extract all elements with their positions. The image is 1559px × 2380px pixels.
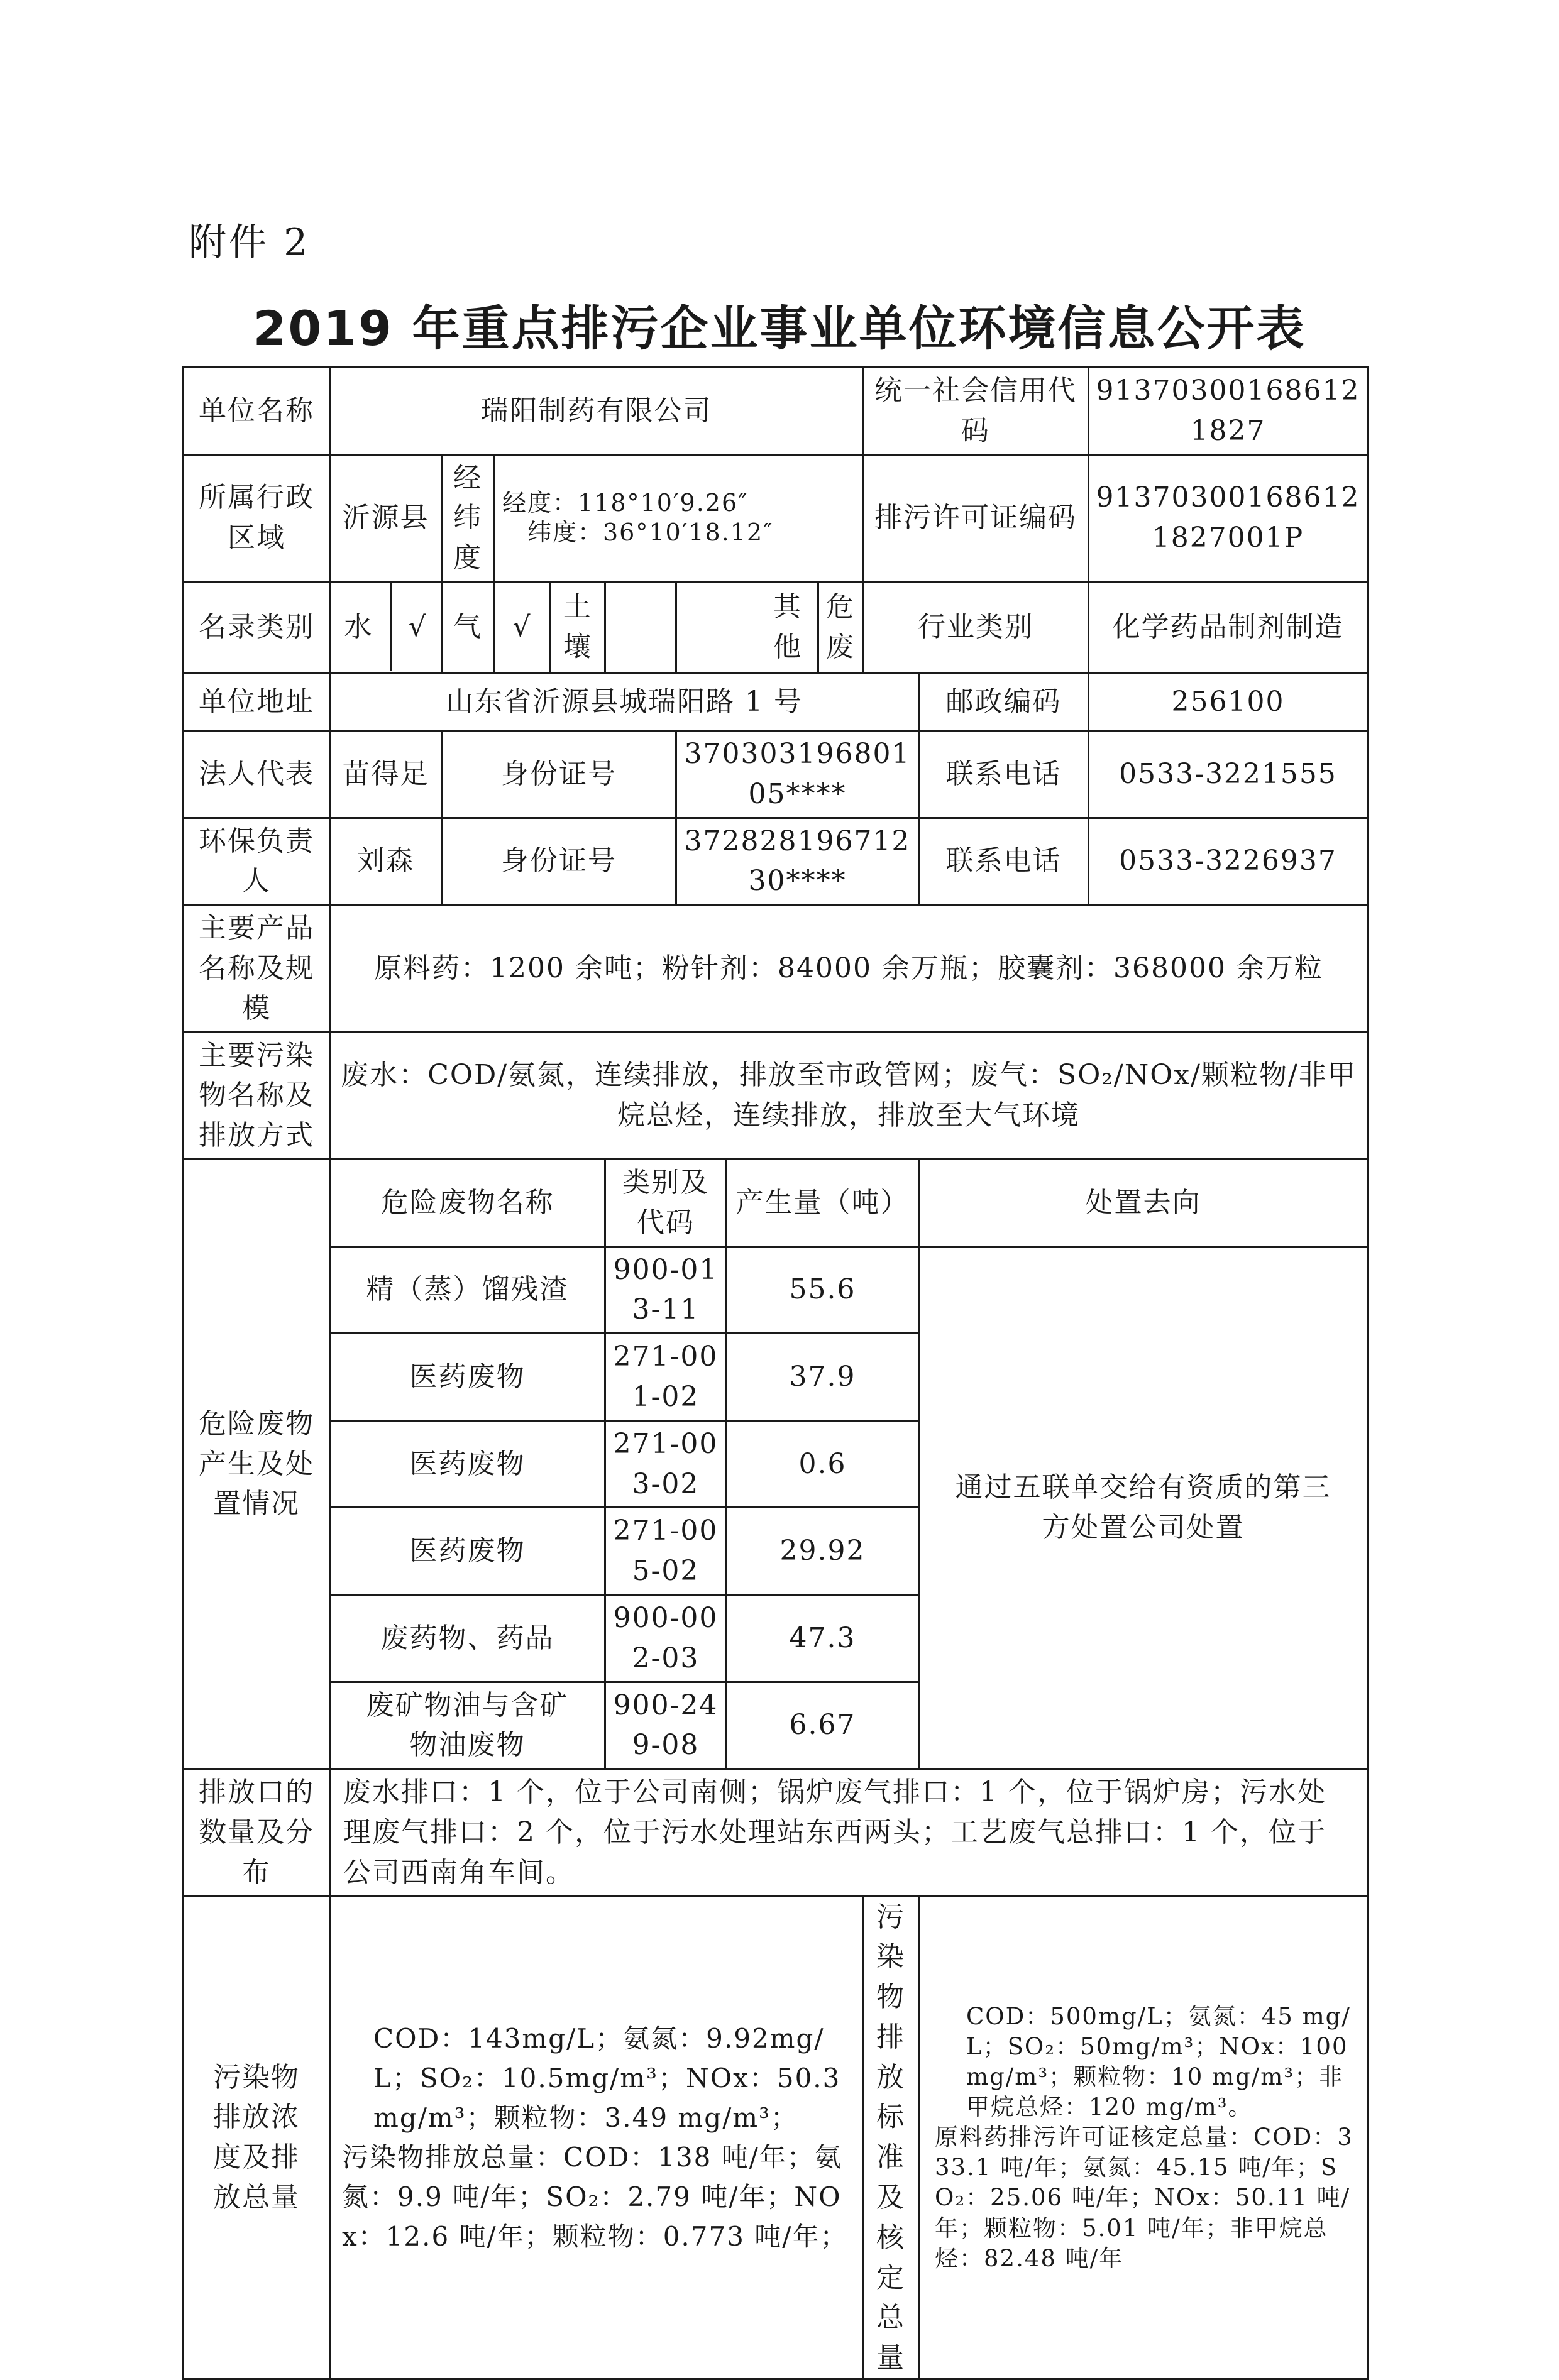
- emission-total: 污染物排放总量：COD：138 吨/年；氨氮：9.9 吨/年；SO₂：2.79 吨/年；NOx：12.6 吨/年；颗粒物：0.773 吨/年；: [342, 2142, 848, 2252]
- hazard-col-amount: 产生量（吨）: [727, 1159, 919, 1246]
- credit-code: 913703001686121827: [1089, 368, 1368, 455]
- unit-name-label: 单位名称: [184, 368, 330, 455]
- postal-label: 邮政编码: [919, 672, 1089, 730]
- legal-phone: 0533-3221555: [1089, 730, 1368, 818]
- hazard-header-row: [184, 1159, 1368, 1246]
- hazard-col-name: 危险废物名称: [330, 1159, 605, 1246]
- water-label: 水: [344, 611, 373, 644]
- hazard-code: 271-003-02: [605, 1420, 727, 1508]
- permit-code-label: 排污许可证编码: [863, 454, 1089, 581]
- lnglat-label: 经纬度: [442, 454, 494, 581]
- hazard-col-code: 类别及代码: [605, 1159, 727, 1246]
- env-id-label: 身份证号: [442, 818, 676, 905]
- standard-values: [919, 1896, 1368, 2379]
- hazard-amount: 47.3: [727, 1594, 919, 1682]
- hazard-name: 精（蒸）馏残渣: [330, 1246, 605, 1334]
- products-label: 主要产品名称及规模: [184, 905, 330, 1032]
- soil-label: 土壤: [551, 581, 605, 672]
- credit-code-label: 统一社会信用代码: [863, 368, 1089, 455]
- water-check-icon: √: [408, 611, 427, 644]
- longitude: 经度：118°10′9.26″: [502, 488, 749, 517]
- industry-label: 行业类别: [863, 581, 1089, 672]
- air-label: 气: [442, 581, 494, 672]
- hazard-name: 医药废物: [330, 1420, 605, 1508]
- emission-label: 污染物排放浓度及排放总量: [184, 1896, 330, 2379]
- hazard-name: 废矿物油与含矿物油废物: [330, 1682, 605, 1769]
- other-label: 其他: [773, 591, 801, 663]
- row-products: [184, 905, 1368, 1032]
- legal-label: 法人代表: [184, 730, 330, 818]
- table-row: [184, 1246, 1368, 1334]
- hazard-amount: 37.9: [727, 1334, 919, 1421]
- air-check-icon: √: [494, 581, 551, 672]
- latitude: 纬度：36°10′18.12″: [527, 518, 774, 547]
- hazard-code: 271-001-02: [605, 1334, 727, 1421]
- hazard-amount: 6.67: [727, 1682, 919, 1769]
- region-label: 所属行政区域: [184, 454, 330, 581]
- hazard-amount: 29.92: [727, 1508, 919, 1595]
- row-legal: [184, 730, 1368, 818]
- emission-concentration: COD：143mg/L；氨氮：9.92mg/L；SO₂：10.5mg/m³；NOx：50.3 mg/m³；颗粒物：3.49 mg/m³；: [373, 2023, 841, 2134]
- hazard-amount: 0.6: [727, 1420, 919, 1508]
- row-outlets: [184, 1769, 1368, 1896]
- row-env: [184, 818, 1368, 905]
- permit-code: 913703001686121827001P: [1089, 454, 1368, 581]
- outlets-label: 排放口的数量及分布: [184, 1769, 330, 1896]
- hazard-code: 900-002-03: [605, 1594, 727, 1682]
- industry-value: 化学药品制剂制造: [1089, 581, 1368, 672]
- row-region: [184, 454, 1368, 581]
- emission-values: [330, 1896, 863, 2379]
- env-label: 环保负责人: [184, 818, 330, 905]
- env-id: 37282819671230****: [676, 818, 919, 905]
- hazardous-label: 危险废物产生及处置情况: [184, 1159, 330, 1769]
- emission-standard: COD：500mg/L；氨氮：45 mg/L；SO₂：50mg/m³；NOx：100 mg/m³；颗粒物：10 mg/m³；非甲烷总烃：120 mg/m³。: [966, 2002, 1351, 2121]
- env-phone: 0533-3226937: [1089, 818, 1368, 905]
- hazard-name: 医药废物: [330, 1508, 605, 1595]
- hazard-name: 医药废物: [330, 1334, 605, 1421]
- postal-value: 256100: [1089, 672, 1368, 730]
- hazard-code: 900-249-08: [605, 1682, 727, 1769]
- hazard-col-disposal: 处置去向: [919, 1159, 1368, 1246]
- pollutants-label: 主要污染物名称及排放方式: [184, 1032, 330, 1159]
- hazard-name: 废药物、药品: [330, 1594, 605, 1682]
- attachment-label: 附件 2: [189, 221, 311, 265]
- outlets-value: 废水排口：1 个，位于公司南侧；锅炉废气排口：1 个，位于锅炉房；污水处理废气排口：2 个，位于污水处理站东西两头；工艺废气总排口：1 个，位于公司西南角车间。: [330, 1769, 1368, 1896]
- address-label: 单位地址: [184, 672, 330, 730]
- products-value: 原料药：1200 余吨；粉针剂：84000 余万瓶；胶囊剂：368000 余万粒: [330, 905, 1368, 1032]
- emission-quota: 原料药排污许可证核定总量：COD：333.1 吨/年；氨氮：45.15 吨/年；SO₂：25.06 吨/年；NOx：50.11 吨/年；颗粒物：5.01 吨/年；非甲烷总烃：82.48 吨/年: [935, 2124, 1353, 2272]
- document-title: 2019 年重点排污企业事业单位环境信息公开表: [253, 300, 1306, 356]
- legal-id: 37030319680105****: [676, 730, 919, 818]
- row-emission: [184, 1896, 1368, 2379]
- category-other: [676, 581, 818, 672]
- hazard-code: 900-013-11: [605, 1246, 727, 1334]
- region-value: 沂源县: [330, 454, 442, 581]
- env-phone-label: 联系电话: [919, 818, 1089, 905]
- hazard-label: 危废: [818, 581, 863, 672]
- standard-label: 污染物排放标准及核定总量: [863, 1896, 919, 2379]
- row-address: [184, 672, 1368, 730]
- soil-check: [605, 581, 676, 672]
- row-unit-name: [184, 368, 1368, 455]
- legal-id-label: 身份证号: [442, 730, 676, 818]
- category-water: [330, 581, 442, 672]
- hazard-disposal: 通过五联单交给有资质的第三方处置公司处置: [919, 1246, 1368, 1769]
- hazard-code: 271-005-02: [605, 1508, 727, 1595]
- row-pollutants: [184, 1032, 1368, 1159]
- legal-name: 苗得足: [330, 730, 442, 818]
- disclosure-table: [182, 366, 1369, 2380]
- address-value: 山东省沂源县城瑞阳路 1 号: [330, 672, 919, 730]
- pollutants-value: 废水：COD/氨氮，连续排放，排放至市政管网；废气：SO₂/NOx/颗粒物/非甲烷总烃，连续排放，排放至大气环境: [330, 1032, 1368, 1159]
- row-category: [184, 581, 1368, 672]
- env-name: 刘森: [330, 818, 442, 905]
- unit-name: 瑞阳制药有限公司: [330, 368, 863, 455]
- category-label: 名录类别: [184, 581, 330, 672]
- hazard-amount: 55.6: [727, 1246, 919, 1334]
- lnglat-value: [494, 454, 863, 581]
- legal-phone-label: 联系电话: [919, 730, 1089, 818]
